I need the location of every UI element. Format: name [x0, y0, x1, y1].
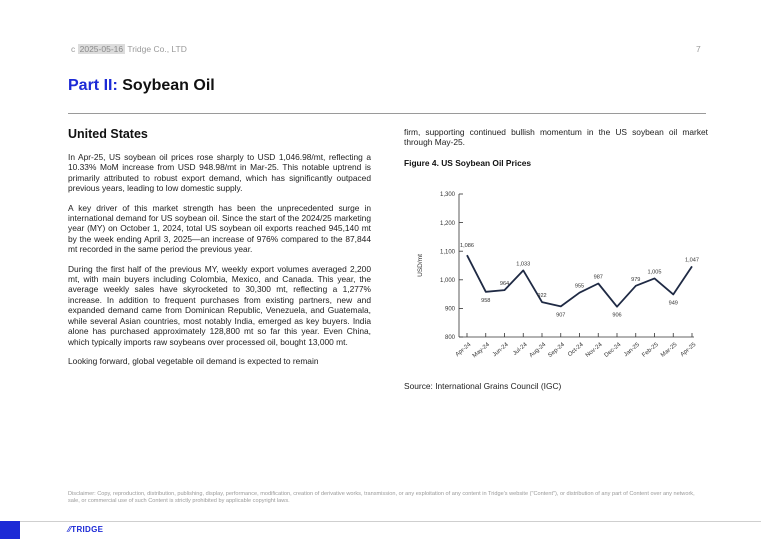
data-label: 922	[537, 293, 547, 300]
page-number: 7	[696, 44, 701, 54]
paragraph: In Apr-25, US soybean oil prices rose sharply to USD 1,046.98/mt, reflecting a 10.33% MoM increase from USD 948.98/mt in Mar-25. This notable uptrend is primarily attributed to robust export demand, which has significantly outpaced previous years, leading to low domestic supply.	[68, 152, 371, 194]
x-tick-label: Sep-24	[547, 341, 567, 359]
header-company-name: Tridge Co., LTD	[127, 44, 187, 54]
section-title: United States	[68, 127, 148, 141]
part-title	[68, 77, 215, 95]
x-tick-label: Apr-24	[454, 341, 473, 359]
disclaimer: Disclaimer: Copy, reproduction, distribution, publishing, display, performance, modification, creation of derivative works, transmission, or any exploitation of any content in Tridge's website ("Content"), or distribution of any part of Content over any network, sale, or commercial use of such Content is strictly prohibited by applicable copyright laws.	[68, 491, 695, 504]
y-tick-label: 1,100	[439, 249, 455, 256]
data-label: 1,086	[460, 243, 474, 250]
header-company	[71, 44, 187, 54]
data-label: 1,005	[647, 269, 662, 276]
y-tick-label: 1,300	[439, 192, 455, 199]
y-tick-label: 800	[444, 335, 455, 342]
x-tick-label: Jul-24	[512, 341, 529, 358]
y-tick-label: 1,200	[439, 220, 455, 227]
y-tick-label: 1,000	[439, 278, 455, 284]
data-label: 1,047	[685, 257, 699, 264]
data-label: 979	[631, 276, 641, 283]
paragraph: Looking forward, global vegetable oil demand is expected to remain	[68, 355, 319, 366]
figure-title: Figure 4. US Soybean Oil Prices	[404, 158, 532, 168]
paragraph: A key driver of this market strength has been the unprecedented surge in international demand for US soybean oil. Since the start of the 2024/25 marketing year (MY) on October 1, 2024, total US soybean oil exports reached 945,140 mt by the week ending April 3, 2025—an increase of 976% compared to the 87,844 mt recorded in the same period the previous year.	[68, 202, 371, 255]
x-tick-label: Dec-24	[603, 341, 623, 359]
x-tick-label: Jan-25	[623, 341, 642, 359]
figure-source: Source: International Grains Council (IGC)	[404, 381, 562, 391]
data-label: 949	[668, 300, 678, 307]
title-divider	[68, 113, 706, 114]
y-tick-label: 900	[444, 306, 455, 313]
data-label: 1,033	[516, 261, 531, 268]
data-label: 987	[593, 274, 603, 281]
data-label: 907	[556, 312, 566, 319]
x-tick-label: Nov-24	[584, 341, 604, 359]
x-tick-label: Aug-24	[528, 341, 548, 359]
x-tick-label: Mar-25	[660, 341, 679, 359]
data-label: 906	[612, 312, 622, 319]
footer-accent-block	[0, 521, 20, 539]
y-axis-label: USD/mt	[417, 254, 424, 277]
paragraph: During the first half of the previous MY, weekly export volumes averaged 2,200 mt, with main buyers including Colombia, Mexico, and Canada. This year, the average weekly sales have skyrocketed to 30,300 mt, reflecting a 1,277% increase. In addition to frequent purchases from existing partners, new and expanded demand came from Dominican Republic, Venezuela, and Guatemala, while several Asian countries, most notably India, emerged as key buyers. India alone has purchased approximately 128,800 mt so far this year. Even China, which typically imports raw soybeans over processed oil, bought 13,000 mt.	[68, 263, 371, 347]
paragraph-continued: firm, supporting continued bullish momentum in the US soybean oil market through May-25.	[404, 127, 708, 148]
x-tick-label: Feb-25	[641, 341, 660, 359]
part-label: Part II:	[68, 77, 118, 94]
x-tick-label: May-24	[471, 341, 492, 360]
tridge-logo: ⁄⁄TRIDGE	[68, 525, 104, 534]
x-tick-label: Oct-24	[567, 341, 585, 359]
data-label: 964	[499, 281, 510, 288]
data-label: 955	[574, 283, 585, 290]
soybean-oil-price-chart	[404, 180, 704, 380]
footer-divider	[0, 521, 761, 522]
right-column	[404, 127, 708, 157]
header-prefix: c	[71, 44, 76, 54]
part-name: Soybean Oil	[122, 77, 215, 94]
x-tick-label: Apr-25	[679, 341, 698, 359]
header-date: 2025-05-16	[79, 44, 124, 54]
data-label: 958	[481, 297, 491, 304]
left-column	[68, 127, 371, 375]
x-tick-label: Jun-24	[491, 341, 510, 359]
